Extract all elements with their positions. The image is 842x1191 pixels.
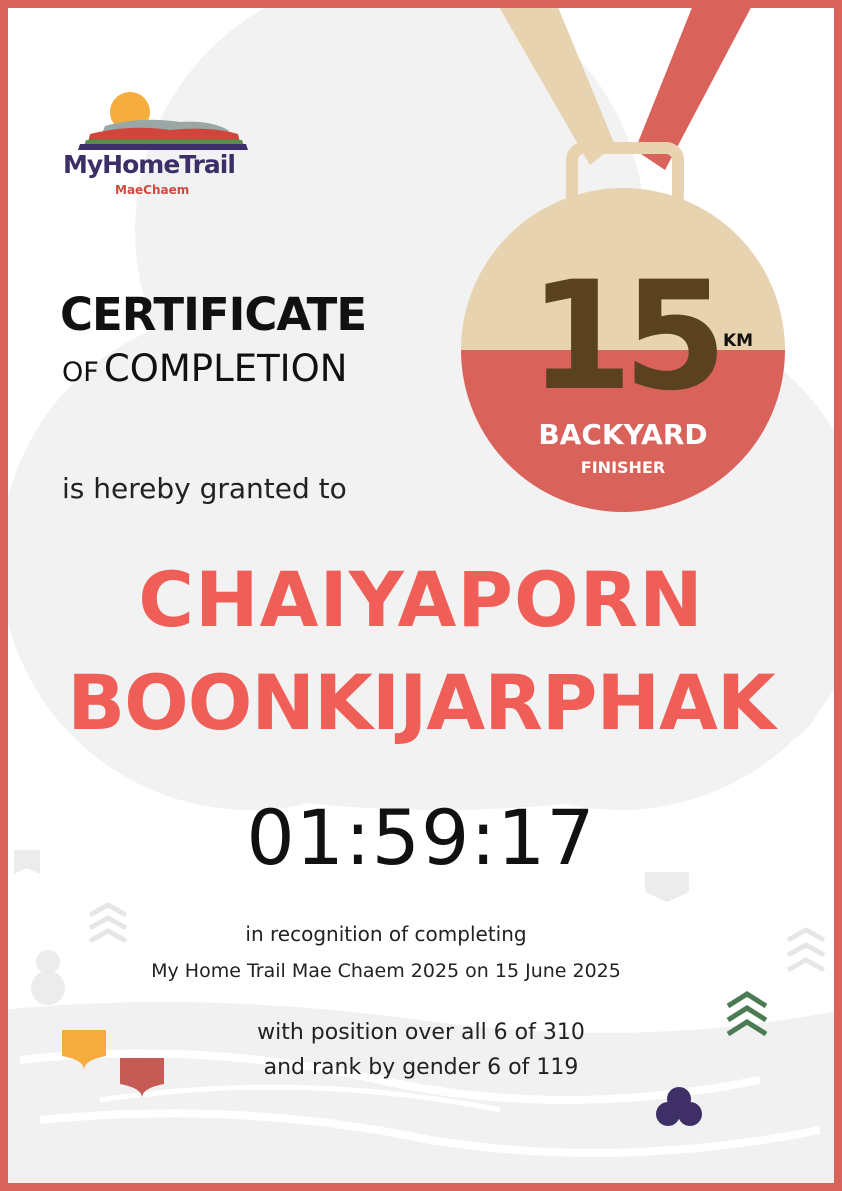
recipient-last-name: BOONKIJARPHAK xyxy=(67,658,775,747)
completion-label: COMPLETION xyxy=(103,347,348,390)
of-label: OF xyxy=(62,357,99,388)
finish-time: 01:59:17 xyxy=(246,793,596,882)
certificate-subtitle xyxy=(62,347,348,390)
logo-brand: MyHomeTrail xyxy=(63,150,235,179)
recognition-text: in recognition of completing xyxy=(245,922,527,946)
gender-rank-text: and rank by gender 6 of 119 xyxy=(263,1055,579,1080)
recipient-first-name: CHAIYAPORN xyxy=(138,555,704,644)
event-text: My Home Trail Mae Chaem 2025 on 15 June 2025 xyxy=(151,960,621,982)
certificate-title: CERTIFICATE xyxy=(60,288,367,341)
medal-distance: 15 xyxy=(528,250,718,424)
medal-line2: FINISHER xyxy=(580,458,666,477)
overall-position-text: with position over all 6 of 310 xyxy=(257,1020,585,1045)
granted-text: is hereby granted to xyxy=(62,472,347,505)
medal-graphic xyxy=(455,0,795,520)
medal-unit: KM xyxy=(723,331,754,351)
logo-subtitle: MaeChaem xyxy=(115,183,190,197)
medal-line1: BACKYARD xyxy=(538,418,708,451)
